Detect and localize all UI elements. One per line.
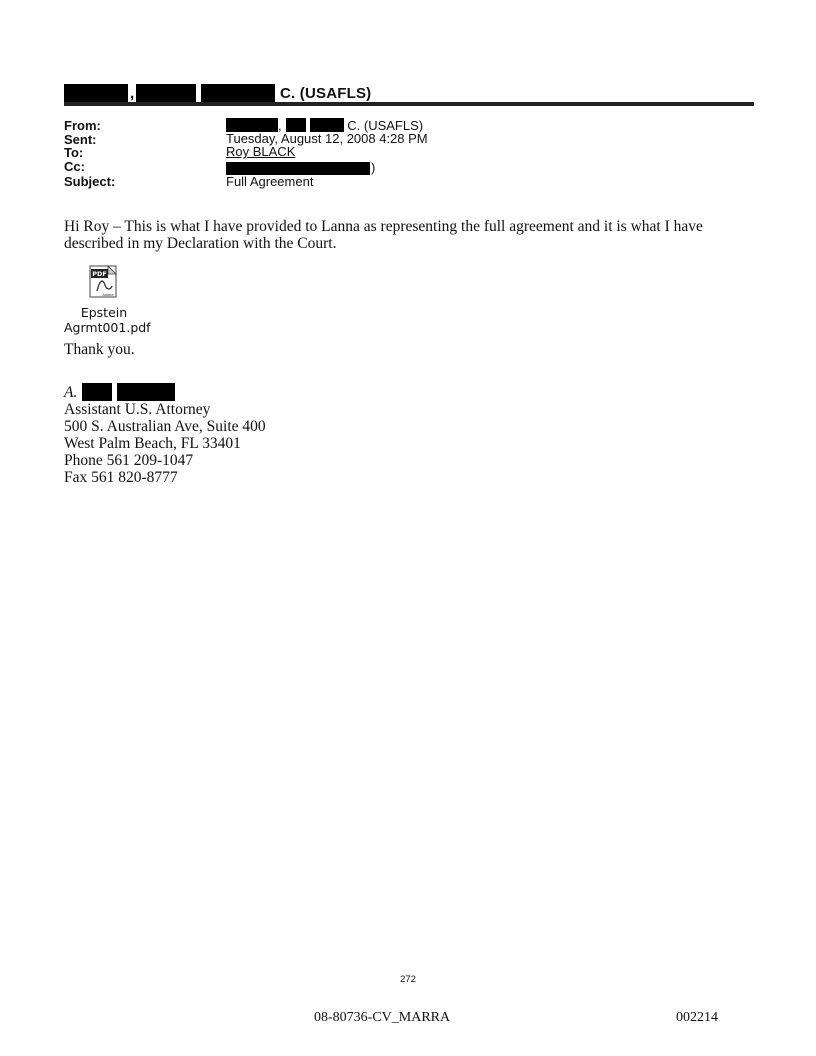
signature-title: Assistant U.S. Attorney [64,401,211,418]
redaction-block [201,84,275,103]
pdf-file-icon[interactable] [87,265,121,299]
to-label: To: [64,145,84,160]
closing-text: Thank you. [64,341,135,358]
from-separator: , [278,118,282,133]
redaction-block [82,383,112,401]
signature-name [64,383,266,401]
cc-suffix: ) [371,160,376,175]
signature-address-line: 500 S. Australian Ave, Suite 400 [64,418,266,435]
redaction-block [310,118,344,132]
subject-label: Subject: [64,174,116,189]
signature-address-line: West Palm Beach, FL 33401 [64,435,241,452]
attachment-name-line: Epstein [80,305,128,320]
sent-label: Sent: [64,132,97,147]
sent-value: Tuesday, August 12, 2008 4:28 PM [226,131,428,146]
redaction-block [136,84,196,103]
redaction-block [286,118,306,132]
bates-number: 002214 [676,1010,718,1025]
page-number: 272 [400,974,416,985]
case-number: 08-80736-CV_MARRA [314,1010,451,1025]
from-suffix: C. (USAFLS) [347,118,424,133]
from-label: From: [64,118,101,133]
svg-text:Adobe: Adobe [102,293,114,297]
name-separator: , [130,85,135,102]
message-body: Hi Roy – This is what I have provided to Lanna as representing the full agreement and it is what I have described in my Declaration with the Court. [64,218,703,252]
email-header-bar [64,84,754,106]
redaction-block [117,383,175,401]
cc-label: Cc: [64,159,85,174]
attachment-filename[interactable] [64,305,151,335]
subject-value: Full Agreement [226,174,314,189]
svg-text:PDF: PDF [92,270,107,278]
attachment[interactable] [64,265,151,335]
header-rule [64,102,754,106]
signature-initial: A. [64,384,78,401]
redaction-block [226,118,278,132]
signature-fax: Fax 561 820-8777 [64,469,178,486]
attachment-name-line: Agrmt001.pdf [64,320,151,335]
to-value-link[interactable]: Roy BLACK [226,144,296,159]
redaction-block [64,84,128,103]
signature-phone: Phone 561 209-1047 [64,452,194,469]
signature-block [64,383,266,486]
sender-name-title: C. (USAFLS) [280,85,372,102]
